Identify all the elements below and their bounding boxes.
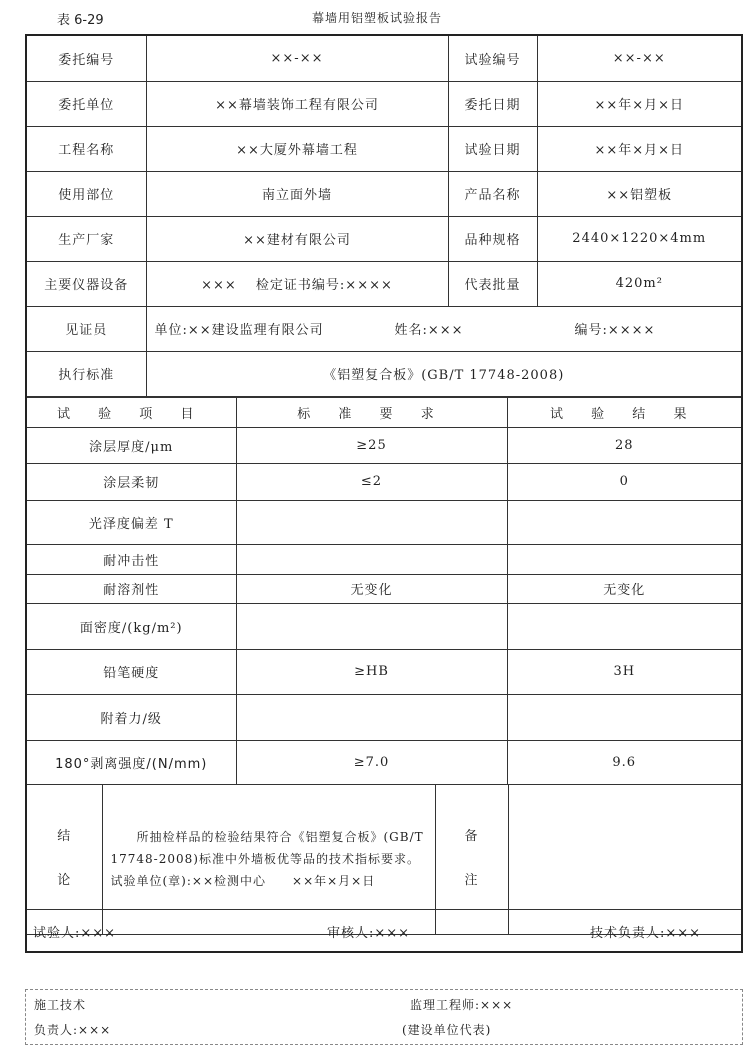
table-row	[27, 500, 741, 544]
conclusion-signoff: 试验单位(章):××检测中心 ××年×月×日	[110, 874, 376, 889]
test-item: 铅笔硬度	[27, 649, 236, 694]
test-requirement	[236, 694, 507, 740]
tester-signature: 试验人:×××	[33, 926, 117, 941]
client-label: 委托单位	[27, 81, 146, 126]
test-requirement: ≥HB	[236, 649, 507, 694]
construction-lead-line2: 负责人:×××	[34, 1023, 112, 1037]
test-result	[507, 500, 741, 544]
test-date-label: 试验日期	[448, 126, 537, 171]
batch-label: 代表批量	[448, 261, 537, 306]
table-row	[27, 740, 741, 784]
product-label: 产品名称	[448, 171, 537, 216]
test-item: 涂层厚度/μm	[27, 427, 236, 463]
supervisor-line2: (建设单位代表)	[402, 1023, 492, 1037]
construction-lead-line1: 施工技术	[34, 998, 87, 1012]
test-result: 0	[507, 463, 741, 500]
test-item: 面密度/(kg/m²)	[27, 603, 236, 649]
location-label: 使用部位	[27, 171, 146, 216]
test-item: 180°剥离强度/(N/mm)	[27, 740, 236, 784]
spec-value: 2440×1220×4mm	[537, 216, 741, 261]
test-requirement: ≥25	[236, 427, 507, 463]
table-row	[27, 351, 741, 396]
table-row	[27, 544, 741, 574]
conclusion-label-2: 论	[57, 873, 72, 889]
test-result: 3H	[507, 649, 741, 694]
equipment-label: 主要仪器设备	[27, 261, 146, 306]
table-row	[27, 126, 741, 171]
test-item: 附着力/级	[27, 694, 236, 740]
table-number: 表 6-29	[57, 13, 104, 28]
test-requirement	[236, 500, 507, 544]
witness-no: 编号:××××	[574, 323, 656, 338]
test-requirement	[236, 544, 507, 574]
supervisor-line1: 监理工程师:×××	[410, 998, 514, 1012]
test-table	[27, 397, 741, 785]
remark-label-1: 备	[464, 829, 479, 845]
test-requirement: 无变化	[236, 574, 507, 603]
test-no-value: ××-××	[537, 36, 741, 81]
commission-no-label: 委托编号	[27, 36, 146, 81]
table-row	[27, 603, 741, 649]
table-row	[27, 171, 741, 216]
tech-lead-signature: 技术负责人:×××	[589, 926, 701, 941]
test-result: 9.6	[507, 740, 741, 784]
batch-value: 420m²	[537, 261, 741, 306]
witness-label: 见证员	[27, 306, 146, 351]
test-result: 28	[507, 427, 741, 463]
project-value: ××大厦外幕墙工程	[146, 126, 448, 171]
test-no-label: 试验编号	[448, 36, 537, 81]
table-row	[27, 463, 741, 500]
conclusion-label-1: 结	[57, 829, 72, 845]
commission-date-label: 委托日期	[448, 81, 537, 126]
header-result: 试 验 结 果	[507, 397, 741, 427]
report-form	[25, 34, 743, 953]
reviewer-signature: 审核人:×××	[327, 926, 411, 941]
signature-row	[27, 909, 741, 951]
test-item: 涂层柔韧	[27, 463, 236, 500]
witness-unit: 单位:××建设监理有限公司	[154, 323, 324, 338]
witness-name: 姓名:×××	[394, 323, 464, 338]
remark-label-2: 注	[464, 873, 479, 889]
table-row	[27, 694, 741, 740]
spec-label: 品种规格	[448, 216, 537, 261]
location-value: 南立面外墙	[146, 171, 448, 216]
test-result	[507, 603, 741, 649]
header-item: 试 验 项 目	[27, 397, 236, 427]
report-title: 幕墙用铝塑板试验报告	[311, 11, 442, 25]
conclusion-statement: 所抽检样品的检验结果符合《铝塑复合板》(GB/T 17748-2008)标准中外墙板优等品的技术指标要求。	[110, 830, 424, 867]
test-requirement: ≥7.0	[236, 740, 507, 784]
test-date-value: ××年×月×日	[537, 126, 741, 171]
maker-label: 生产厂家	[27, 216, 146, 261]
witness-details	[146, 306, 741, 351]
commission-date-value: ××年×月×日	[537, 81, 741, 126]
maker-value: ××建材有限公司	[146, 216, 448, 261]
table-row	[27, 36, 741, 81]
test-requirement: ≤2	[236, 463, 507, 500]
table-row	[27, 261, 741, 306]
footer-box	[25, 989, 743, 1045]
equipment-value: ××× 检定证书编号:××××	[146, 261, 448, 306]
table-row	[27, 427, 741, 463]
table-row	[27, 306, 741, 351]
test-item: 耐溶剂性	[27, 574, 236, 603]
table-row	[27, 649, 741, 694]
test-requirement	[236, 603, 507, 649]
table-row	[27, 216, 741, 261]
test-item: 光泽度偏差 T	[27, 500, 236, 544]
info-table	[27, 36, 741, 397]
standard-value: 《铝塑复合板》(GB/T 17748-2008)	[146, 351, 741, 396]
product-value: ××铝塑板	[537, 171, 741, 216]
standard-label: 执行标准	[27, 351, 146, 396]
test-result: 无变化	[507, 574, 741, 603]
client-value: ××幕墙装饰工程有限公司	[146, 81, 448, 126]
project-label: 工程名称	[27, 126, 146, 171]
commission-no-value: ××-××	[146, 36, 448, 81]
test-item: 耐冲击性	[27, 544, 236, 574]
test-result	[507, 544, 741, 574]
header-requirement: 标 准 要 求	[236, 397, 507, 427]
table-row	[27, 574, 741, 603]
table-row	[27, 81, 741, 126]
table-header-row	[27, 397, 741, 427]
test-result	[507, 694, 741, 740]
